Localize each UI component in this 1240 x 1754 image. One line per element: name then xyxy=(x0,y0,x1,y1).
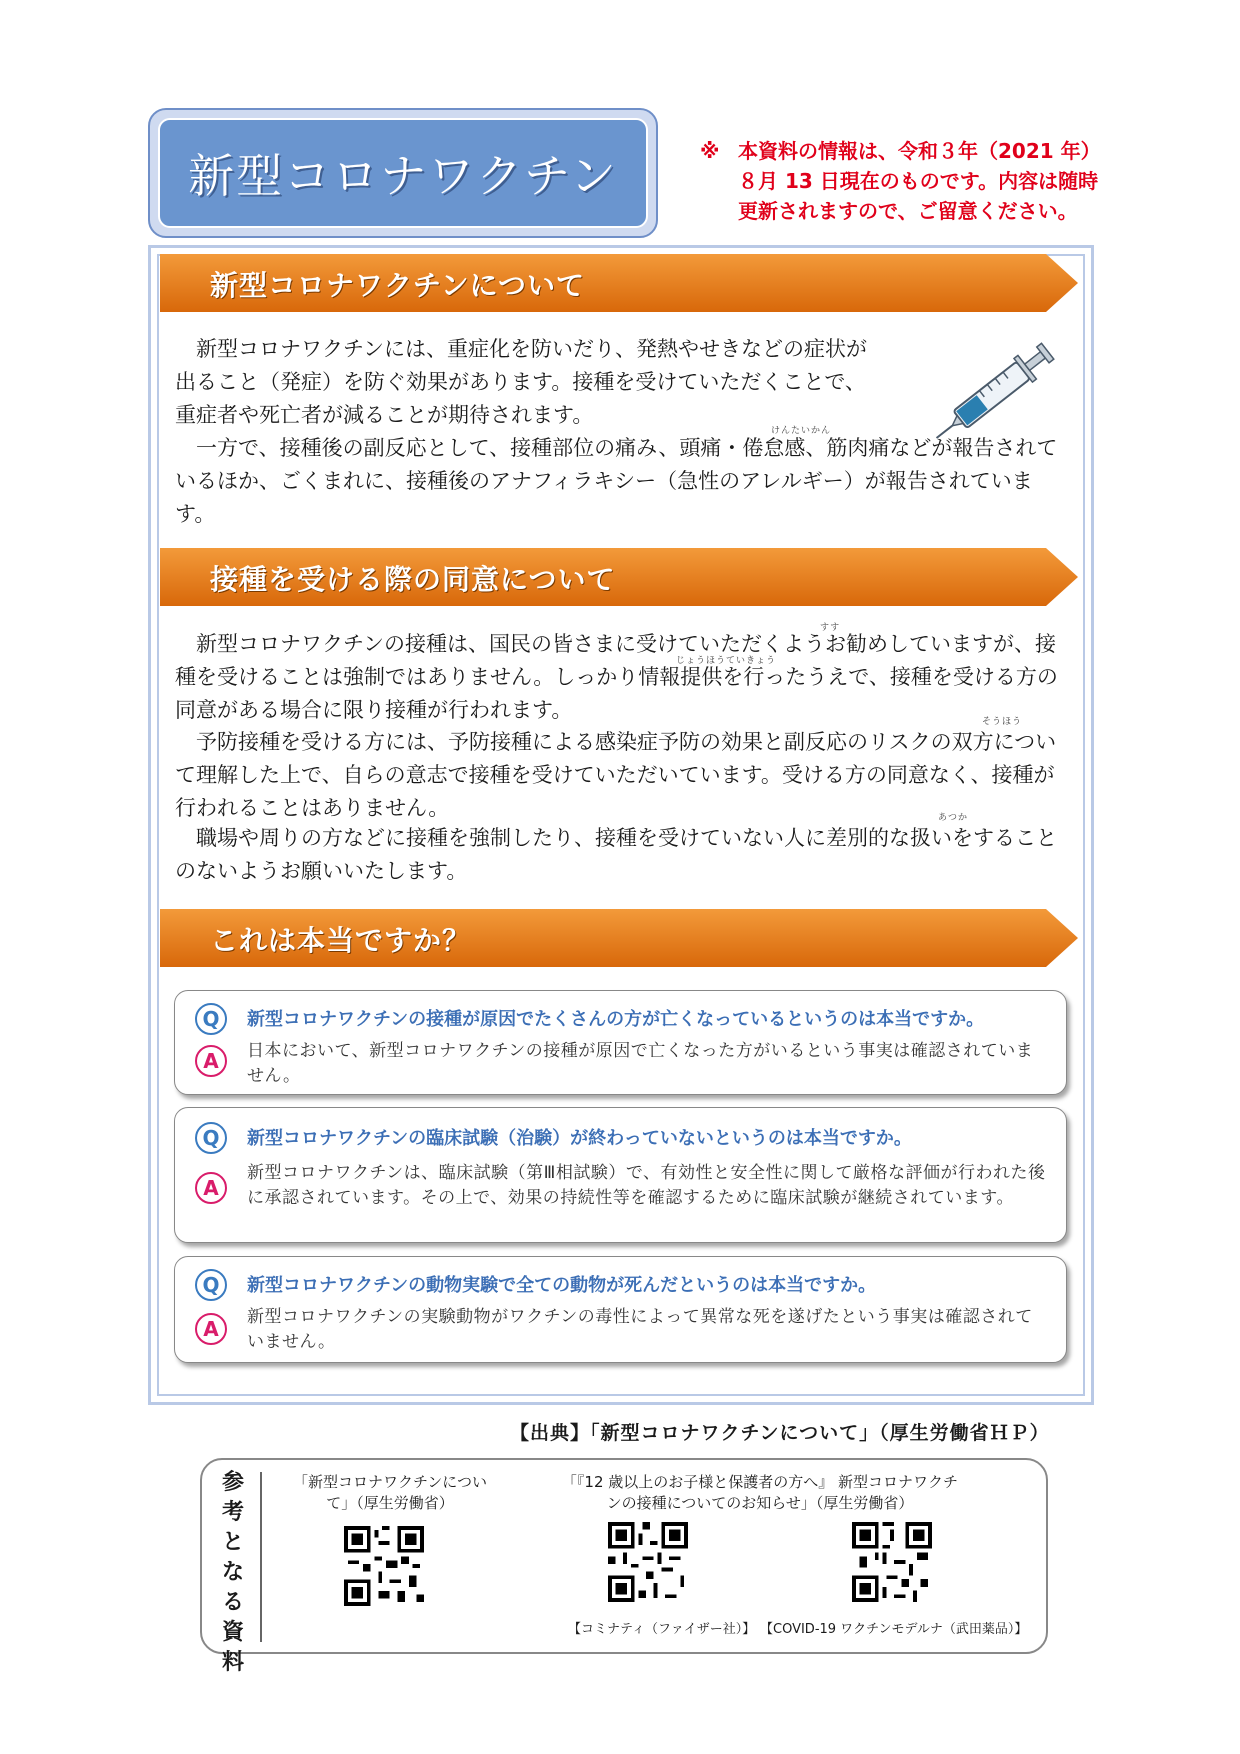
answer-text: 新型コロナワクチンの実験動物がワクチンの毒性によって異常な死を遂げたという事実は確認されていません。 xyxy=(247,1307,1033,1352)
qr-code-icon[interactable] xyxy=(608,1522,688,1602)
reference-label: 参考となる資料 xyxy=(221,1470,244,1675)
paragraph: 新型コロナワクチンには、重症化を防いだり、発熱やせきなどの症状が出ること（発症）を防ぐ効果があります。接種を受けていただくことで、重症者や死亡者が減ることが期待されます。 xyxy=(175,337,867,427)
title-inner xyxy=(158,118,648,228)
notice-text: 本資料の情報は、令和３年（2021 年）８月 13 日現在のものです。内容は随時更新されますので、ご留意ください。 xyxy=(738,139,1101,223)
q-icon: Q xyxy=(195,1003,227,1035)
section-title-faq: これは本当ですか？ xyxy=(210,924,472,957)
answer-text: 新型コロナワクチンは、臨床試験（第Ⅲ相試験）で、有効性と安全性に関して厳格な評価が行われた後に承認されています。その上で、効果の持続性等を確認するために臨床試験が継続されています。 xyxy=(247,1163,1046,1208)
source-citation: 【出典】「新型コロナワクチンについて」（厚生労働省ＨＰ） xyxy=(510,1422,1050,1444)
ruby-atsuka: あつか xyxy=(938,813,969,823)
title-box xyxy=(148,108,658,238)
section-header-about xyxy=(160,254,1080,312)
qr-code-icon[interactable] xyxy=(852,1522,932,1602)
q-icon: Q xyxy=(195,1269,227,1301)
ruby-souhou: そうほう xyxy=(982,717,1023,727)
paragraph: 予防接種を受ける方には、予防接種による感染症予防の効果と副反応のリスクの双方について理解した上で、自らの意志で接種を受けていただいています。受ける方の同意なく、接種が行われることはありません。 xyxy=(175,730,1057,820)
reference-caption-2: 【コミナティ（ファイザー社）】 xyxy=(568,1622,756,1637)
section-body-consent-1 xyxy=(175,628,1065,727)
section-header-faq xyxy=(160,909,1080,967)
question-text: 新型コロナワクチンの接種が原因でたくさんの方が亡くなっているというのは本当ですか。 xyxy=(247,1009,985,1030)
notice xyxy=(700,136,1110,226)
qa-card-3 xyxy=(174,1256,1067,1363)
ruby-susu: すす xyxy=(820,623,841,633)
paragraph: 新型コロナワクチンの接種は、国民の皆さまに受けていただくようお勧めしていますが、接種を受けることは強制ではありません。しっかり情報提供を行ったうえで、接種を受ける方の同意がある場合に限り接種が行われます。 xyxy=(175,632,1058,722)
reference-text-2: 「『12 歳以上のお子様と保護者の方へ』 新型コロナワクチンの接種についてのお知らせ」（厚生労働省） xyxy=(561,1473,959,1512)
paragraph: 一方で、接種後の副反応として、接種部位の痛み、頭痛・倦怠感、筋肉痛などが報告されているほか、ごくまれに、接種後のアナフィラキシー（急性のアレルギー）が報告されています。 xyxy=(175,436,1058,526)
qa-card-1 xyxy=(174,990,1067,1095)
reference-text-1: 「新型コロナワクチンについて」（厚生労働省） xyxy=(293,1473,487,1512)
reference-divider xyxy=(260,1472,262,1642)
a-icon: A xyxy=(195,1172,227,1204)
question-text: 新型コロナワクチンの動物実験で全ての動物が死んだというのは本当ですか。 xyxy=(247,1275,877,1296)
answer-text: 日本において、新型コロナワクチンの接種が原因で亡くなった方がいるという事実は確認されていません。 xyxy=(247,1041,1034,1086)
a-icon: A xyxy=(195,1045,227,1077)
notice-mark: ※ xyxy=(700,139,720,163)
page-title: 新型コロナワクチン xyxy=(188,149,618,203)
paragraph: 職場や周りの方などに接種を強制したり、接種を受けていない人に差別的な扱いをすることのないようお願いいたします。 xyxy=(175,826,1057,883)
ruby-jouhouteikyou: じょうほうていきょう xyxy=(676,656,777,666)
section-body-about-1 xyxy=(175,333,885,432)
question-text: 新型コロナワクチンの臨床試験（治験）が終わっていないというのは本当ですか。 xyxy=(247,1128,912,1149)
qa-card-2 xyxy=(174,1107,1067,1243)
section-body-consent-3 xyxy=(175,822,1065,888)
q-icon: Q xyxy=(195,1122,227,1154)
ruby-kentaikan: けんたいかん xyxy=(771,426,832,436)
syringe-icon xyxy=(928,335,1068,445)
section-body-about-2 xyxy=(175,432,1065,531)
qr-code-icon[interactable] xyxy=(344,1526,424,1606)
a-icon: A xyxy=(195,1313,227,1345)
reference-caption-3: 【COVID-19 ワクチンモデルナ（武田薬品）】 xyxy=(760,1622,1028,1637)
section-title-about: 新型コロナワクチンについて xyxy=(210,269,586,302)
section-title-consent: 接種を受ける際の同意について xyxy=(210,563,616,596)
section-body-consent-2 xyxy=(175,726,1065,825)
section-header-consent xyxy=(160,548,1080,606)
